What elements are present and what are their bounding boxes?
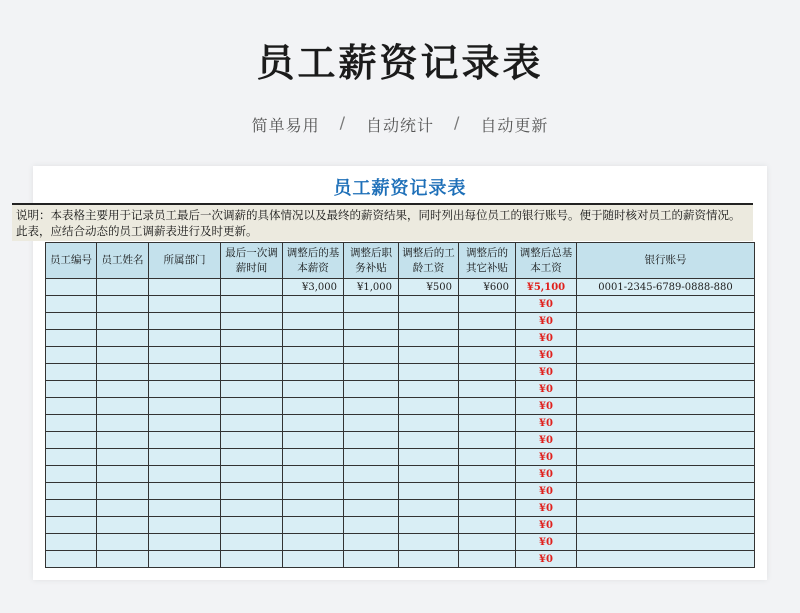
cell[interactable] bbox=[149, 364, 221, 381]
cell[interactable] bbox=[283, 483, 344, 500]
cell[interactable] bbox=[221, 534, 283, 551]
cell[interactable] bbox=[577, 449, 755, 466]
cell[interactable]: ¥600 bbox=[459, 279, 516, 296]
total-cell[interactable]: ¥0 bbox=[516, 551, 577, 568]
table-row bbox=[46, 551, 755, 568]
column-header[interactable]: 调整后的基本薪资 bbox=[283, 243, 344, 279]
cell[interactable] bbox=[221, 466, 283, 483]
cell[interactable] bbox=[459, 415, 516, 432]
table-row bbox=[46, 534, 755, 551]
header-row bbox=[46, 243, 755, 279]
total-cell[interactable]: ¥0 bbox=[516, 347, 577, 364]
cell[interactable] bbox=[149, 466, 221, 483]
cell[interactable]: ¥1,000 bbox=[344, 279, 399, 296]
cell[interactable] bbox=[399, 500, 459, 517]
cell[interactable] bbox=[149, 398, 221, 415]
cell[interactable] bbox=[97, 330, 149, 347]
total-cell[interactable]: ¥0 bbox=[516, 330, 577, 347]
cell[interactable] bbox=[283, 534, 344, 551]
feature-tag: 自动更新 bbox=[480, 116, 549, 135]
table-row bbox=[46, 483, 755, 500]
cell[interactable] bbox=[577, 364, 755, 381]
cell[interactable] bbox=[283, 500, 344, 517]
column-header[interactable]: 调整后的工龄工资 bbox=[399, 243, 459, 279]
cell[interactable] bbox=[399, 347, 459, 364]
cell[interactable] bbox=[149, 449, 221, 466]
cell[interactable] bbox=[459, 313, 516, 330]
cell[interactable] bbox=[344, 347, 399, 364]
cell[interactable] bbox=[344, 415, 399, 432]
column-header[interactable]: 调整后职务补贴 bbox=[344, 243, 399, 279]
cell[interactable] bbox=[149, 330, 221, 347]
cell[interactable] bbox=[97, 483, 149, 500]
cell[interactable] bbox=[459, 534, 516, 551]
cell[interactable] bbox=[577, 398, 755, 415]
salary-table bbox=[45, 242, 755, 568]
cell[interactable] bbox=[459, 330, 516, 347]
cell[interactable] bbox=[46, 500, 97, 517]
cell[interactable] bbox=[577, 483, 755, 500]
cell[interactable] bbox=[283, 364, 344, 381]
cell[interactable] bbox=[283, 313, 344, 330]
table-row bbox=[46, 432, 755, 449]
cell[interactable] bbox=[577, 534, 755, 551]
cell[interactable] bbox=[97, 279, 149, 296]
cell[interactable] bbox=[577, 432, 755, 449]
cell[interactable] bbox=[344, 364, 399, 381]
table-row bbox=[46, 364, 755, 381]
cell[interactable] bbox=[221, 517, 283, 534]
cell[interactable] bbox=[459, 551, 516, 568]
cell[interactable] bbox=[399, 364, 459, 381]
cell[interactable] bbox=[344, 432, 399, 449]
column-header[interactable]: 最后一次调薪时间 bbox=[221, 243, 283, 279]
cell[interactable] bbox=[46, 364, 97, 381]
cell[interactable] bbox=[577, 296, 755, 313]
cell[interactable] bbox=[344, 534, 399, 551]
cell[interactable] bbox=[459, 517, 516, 534]
total-cell[interactable]: ¥0 bbox=[516, 500, 577, 517]
cell[interactable] bbox=[149, 347, 221, 364]
cell[interactable] bbox=[149, 279, 221, 296]
cell[interactable] bbox=[399, 466, 459, 483]
cell[interactable] bbox=[577, 415, 755, 432]
cell[interactable] bbox=[46, 381, 97, 398]
total-cell[interactable]: ¥0 bbox=[516, 517, 577, 534]
cell[interactable] bbox=[97, 364, 149, 381]
cell[interactable]: ¥3,000 bbox=[283, 279, 344, 296]
cell[interactable] bbox=[97, 500, 149, 517]
total-cell[interactable]: ¥0 bbox=[516, 449, 577, 466]
cell[interactable] bbox=[577, 466, 755, 483]
cell[interactable]: ¥500 bbox=[399, 279, 459, 296]
cell[interactable] bbox=[344, 551, 399, 568]
cell[interactable] bbox=[46, 279, 97, 296]
cell[interactable] bbox=[344, 313, 399, 330]
table-row bbox=[46, 466, 755, 483]
cell[interactable] bbox=[344, 466, 399, 483]
cell[interactable] bbox=[221, 449, 283, 466]
cell[interactable] bbox=[577, 551, 755, 568]
cell[interactable] bbox=[459, 381, 516, 398]
cell[interactable] bbox=[577, 500, 755, 517]
cell[interactable] bbox=[97, 313, 149, 330]
cell[interactable] bbox=[149, 415, 221, 432]
cell[interactable] bbox=[46, 449, 97, 466]
cell[interactable] bbox=[221, 551, 283, 568]
cell[interactable] bbox=[344, 296, 399, 313]
description-cell[interactable]: 说明：本表格主要用于记录员工最后一次调薪的具体情况以及最终的薪资结果，同时列出每位员工的银行账号。便于随时核对员工的薪资情况。此表，应结合动态的员工调薪表进行及时更新。 bbox=[12, 205, 753, 241]
cell[interactable] bbox=[283, 517, 344, 534]
cell[interactable] bbox=[97, 432, 149, 449]
cell[interactable] bbox=[459, 449, 516, 466]
cell[interactable] bbox=[399, 551, 459, 568]
cell[interactable] bbox=[344, 517, 399, 534]
cell[interactable] bbox=[459, 296, 516, 313]
cell[interactable] bbox=[399, 398, 459, 415]
cell[interactable] bbox=[46, 415, 97, 432]
total-cell[interactable]: ¥0 bbox=[516, 296, 577, 313]
table-row bbox=[46, 296, 755, 313]
sheet-title: 员工薪资记录表 bbox=[333, 178, 467, 199]
cell[interactable] bbox=[221, 500, 283, 517]
cell[interactable] bbox=[149, 517, 221, 534]
cell[interactable] bbox=[344, 500, 399, 517]
cell[interactable] bbox=[46, 432, 97, 449]
cell[interactable] bbox=[459, 347, 516, 364]
cell[interactable] bbox=[399, 449, 459, 466]
total-cell[interactable]: ¥5,100 bbox=[516, 279, 577, 296]
cell[interactable] bbox=[344, 381, 399, 398]
table-row bbox=[46, 449, 755, 466]
cell[interactable] bbox=[46, 551, 97, 568]
cell[interactable] bbox=[283, 551, 344, 568]
total-cell[interactable]: ¥0 bbox=[516, 398, 577, 415]
cell[interactable] bbox=[399, 517, 459, 534]
column-header[interactable]: 员工姓名 bbox=[97, 243, 149, 279]
cell[interactable] bbox=[577, 517, 755, 534]
cell[interactable] bbox=[283, 381, 344, 398]
cell[interactable] bbox=[149, 551, 221, 568]
cell[interactable] bbox=[344, 398, 399, 415]
column-header[interactable]: 调整后总基本工资 bbox=[516, 243, 577, 279]
cell[interactable] bbox=[97, 517, 149, 534]
cell[interactable] bbox=[344, 449, 399, 466]
cell[interactable] bbox=[344, 483, 399, 500]
cell[interactable] bbox=[283, 330, 344, 347]
cell[interactable] bbox=[97, 381, 149, 398]
cell[interactable] bbox=[459, 398, 516, 415]
cell[interactable] bbox=[221, 313, 283, 330]
cell[interactable] bbox=[399, 330, 459, 347]
column-header[interactable]: 所属部门 bbox=[149, 243, 221, 279]
cell[interactable] bbox=[459, 466, 516, 483]
cell[interactable] bbox=[97, 415, 149, 432]
cell[interactable] bbox=[46, 398, 97, 415]
table-row bbox=[46, 500, 755, 517]
cell[interactable] bbox=[399, 415, 459, 432]
cell[interactable] bbox=[283, 449, 344, 466]
tag-separator: / bbox=[339, 113, 346, 132]
cell[interactable] bbox=[149, 534, 221, 551]
cell[interactable] bbox=[221, 279, 283, 296]
cell[interactable] bbox=[283, 398, 344, 415]
tag-separator: / bbox=[454, 113, 461, 132]
table-row bbox=[46, 347, 755, 364]
cell[interactable] bbox=[283, 296, 344, 313]
cell[interactable] bbox=[46, 534, 97, 551]
cell[interactable] bbox=[97, 551, 149, 568]
cell[interactable] bbox=[46, 296, 97, 313]
cell[interactable] bbox=[46, 330, 97, 347]
cell[interactable] bbox=[149, 313, 221, 330]
cell[interactable] bbox=[97, 398, 149, 415]
table-row bbox=[46, 381, 755, 398]
cell[interactable] bbox=[221, 415, 283, 432]
cell[interactable] bbox=[459, 500, 516, 517]
cell[interactable] bbox=[46, 466, 97, 483]
cell[interactable] bbox=[577, 313, 755, 330]
table-row bbox=[46, 398, 755, 415]
total-cell[interactable]: ¥0 bbox=[516, 415, 577, 432]
feature-tag: 简单易用 bbox=[251, 116, 320, 135]
cell[interactable] bbox=[221, 347, 283, 364]
total-cell[interactable]: ¥0 bbox=[516, 534, 577, 551]
feature-tags bbox=[0, 113, 800, 136]
cell[interactable] bbox=[577, 347, 755, 364]
cell[interactable] bbox=[459, 364, 516, 381]
cell[interactable] bbox=[399, 534, 459, 551]
cell[interactable] bbox=[221, 381, 283, 398]
total-cell[interactable]: ¥0 bbox=[516, 313, 577, 330]
cell[interactable] bbox=[46, 313, 97, 330]
cell[interactable] bbox=[344, 330, 399, 347]
cell[interactable] bbox=[577, 330, 755, 347]
cell[interactable] bbox=[221, 330, 283, 347]
cell[interactable] bbox=[97, 296, 149, 313]
cell[interactable] bbox=[149, 432, 221, 449]
cell[interactable] bbox=[283, 466, 344, 483]
column-header[interactable]: 员工编号 bbox=[46, 243, 97, 279]
bank-account-cell[interactable]: 0001-2345-6789-0888-880 bbox=[577, 279, 755, 296]
cell[interactable] bbox=[97, 449, 149, 466]
table-row bbox=[46, 415, 755, 432]
table-row bbox=[46, 517, 755, 534]
column-header[interactable]: 调整后的其它补贴 bbox=[459, 243, 516, 279]
cell[interactable] bbox=[149, 500, 221, 517]
cell[interactable] bbox=[97, 466, 149, 483]
cell[interactable] bbox=[221, 483, 283, 500]
cell[interactable] bbox=[283, 347, 344, 364]
table-row bbox=[46, 330, 755, 347]
cell[interactable] bbox=[283, 432, 344, 449]
table-row bbox=[46, 313, 755, 330]
cell[interactable] bbox=[149, 483, 221, 500]
cell[interactable] bbox=[149, 381, 221, 398]
cell[interactable] bbox=[97, 534, 149, 551]
cell[interactable] bbox=[399, 296, 459, 313]
cell[interactable] bbox=[459, 432, 516, 449]
total-cell[interactable]: ¥0 bbox=[516, 364, 577, 381]
cell[interactable] bbox=[221, 296, 283, 313]
cell[interactable] bbox=[399, 432, 459, 449]
cell[interactable] bbox=[221, 364, 283, 381]
cell[interactable] bbox=[399, 313, 459, 330]
cell[interactable] bbox=[46, 483, 97, 500]
cell[interactable] bbox=[97, 347, 149, 364]
total-cell[interactable]: ¥0 bbox=[516, 466, 577, 483]
total-cell[interactable]: ¥0 bbox=[516, 483, 577, 500]
page-title: 员工薪资记录表 bbox=[256, 41, 544, 85]
cell[interactable] bbox=[283, 415, 344, 432]
cell[interactable] bbox=[577, 381, 755, 398]
cell[interactable] bbox=[149, 296, 221, 313]
cell[interactable] bbox=[221, 398, 283, 415]
cell[interactable] bbox=[399, 381, 459, 398]
total-cell[interactable]: ¥0 bbox=[516, 432, 577, 449]
cell[interactable] bbox=[399, 483, 459, 500]
table-row bbox=[46, 279, 755, 296]
column-header[interactable]: 银行账号 bbox=[577, 243, 755, 279]
feature-tag: 自动统计 bbox=[365, 116, 434, 135]
total-cell[interactable]: ¥0 bbox=[516, 381, 577, 398]
cell[interactable] bbox=[221, 432, 283, 449]
cell[interactable] bbox=[46, 517, 97, 534]
cell[interactable] bbox=[459, 483, 516, 500]
cell[interactable] bbox=[46, 347, 97, 364]
